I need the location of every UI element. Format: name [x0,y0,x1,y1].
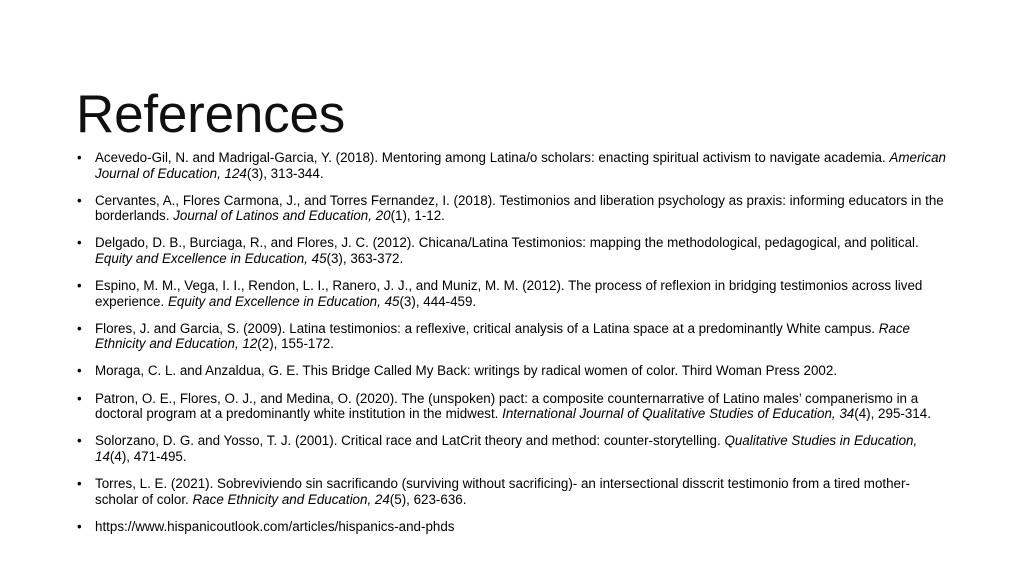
reference-text [95,193,946,224]
reference-segment: (4), 295-314. [854,406,931,422]
reference-segment: (2), 155-172. [257,336,334,352]
reference-text [95,391,946,422]
reference-item [74,433,946,464]
reference-segment: Solorzano, D. G. and Yosso, T. J. (2001). Critical race and LatCrit theory and method: counter-storytelling. [95,433,725,449]
reference-item [74,391,946,422]
reference-segment: (3), 313-344. [246,165,324,181]
bullet-icon: • [77,390,82,406]
bullet-icon: • [77,518,82,534]
reference-item [74,278,946,309]
reference-segment: (5), 623-636. [389,491,467,507]
reference-item [74,193,946,224]
reference-text [95,321,946,352]
reference-segment: Moraga, C. L. and Anzaldua, G. E. This Bridge Called My Back: writings by radical women of color. Third Woman Press 2002. [95,363,838,379]
bullet-icon: • [77,192,82,208]
reference-segment: Torres, L. E. (2021). Sobreviviendo sin sacrificando (surviving without sacrificing)- an intersectional disscrit testimonio from a tired mother-scholar of color. [95,475,910,507]
reference-text [95,235,946,266]
reference-segment: (3), 363-372. [326,250,404,266]
reference-segment: Cervantes, A., Flores Carmona, J., and Torres Fernandez, I. (2018). Testimonios and liberation psychology as praxis: informing educators in the borderlands. [95,192,944,224]
reference-segment: (3), 444-459. [399,293,477,309]
reference-item [74,321,946,352]
reference-text [95,433,946,464]
reference-text [95,278,946,309]
bullet-icon: • [77,433,82,449]
bullet-icon: • [77,278,82,294]
reference-source-italic: International Journal of Qualitative Studies of Education, 34 [502,406,855,422]
reference-source-italic: American Journal of Education, 124 [95,150,946,181]
page-title: References [76,84,346,144]
reference-item [74,476,946,507]
reference-source-italic: Equity and Excellence in Education, 45 [167,293,400,309]
reference-text [95,476,946,507]
reference-segment: https://www.hispanicoutlook.com/articles/hispanics-and-phds [95,518,455,534]
reference-text[interactable] [95,519,946,535]
bullet-icon: • [77,475,82,491]
reference-text [95,150,946,181]
reference-segment: Espino, M. M., Vega, I. I., Rendon, L. I., Ranero, J. J., and Muniz, M. M. (2012). The process of reflexion in bridging testimonios across lived experience. [95,278,923,309]
reference-source-italic: Journal of Latinos and Education, 20 [173,208,391,224]
reference-source-italic: Equity and Excellence in Education, 45 [95,250,327,266]
bullet-icon: • [77,150,82,165]
reference-text [95,363,946,379]
reference-item [74,363,946,379]
bullet-icon: • [77,235,82,251]
bullet-icon: • [77,363,82,379]
reference-segment: Delgado, D. B., Burciaga, R., and Flores, J. C. (2012). Chicana/Latina Testimonios: mapping the methodological, pedagogical, and political. [95,235,919,251]
reference-source-italic: Race Ethnicity and Education, 24 [192,491,390,507]
bullet-icon: • [77,320,82,336]
reference-item [74,235,946,266]
reference-item [74,150,946,181]
reference-segment: (1), 1-12. [390,208,445,224]
references-list [74,150,946,534]
reference-segment: Acevedo-Gil, N. and Madrigal-Garcia, Y. (2018). Mentoring among Latina/o scholars: enacting spiritual activism to navigate academia. [95,150,890,165]
reference-item [74,519,946,535]
reference-segment: (4), 471-495. [109,448,187,464]
reference-segment: Flores, J. and Garcia, S. (2009). Latina testimonios: a reflexive, critical analysis of a Latina space at a predominantly White campus. [95,320,879,336]
reference-source-italic: Qualitative Studies in Education, 14 [95,433,918,464]
reference-source-italic: Race Ethnicity and Education, 12 [95,320,910,352]
reference-segment: Patron, O. E., Flores, O. J., and Medina, O. (2020). The (unspoken) pact: a composite counternarrative of Latino males’ companerismo in a doctoral program at a predominantly white institution in the midwest. [95,390,919,422]
